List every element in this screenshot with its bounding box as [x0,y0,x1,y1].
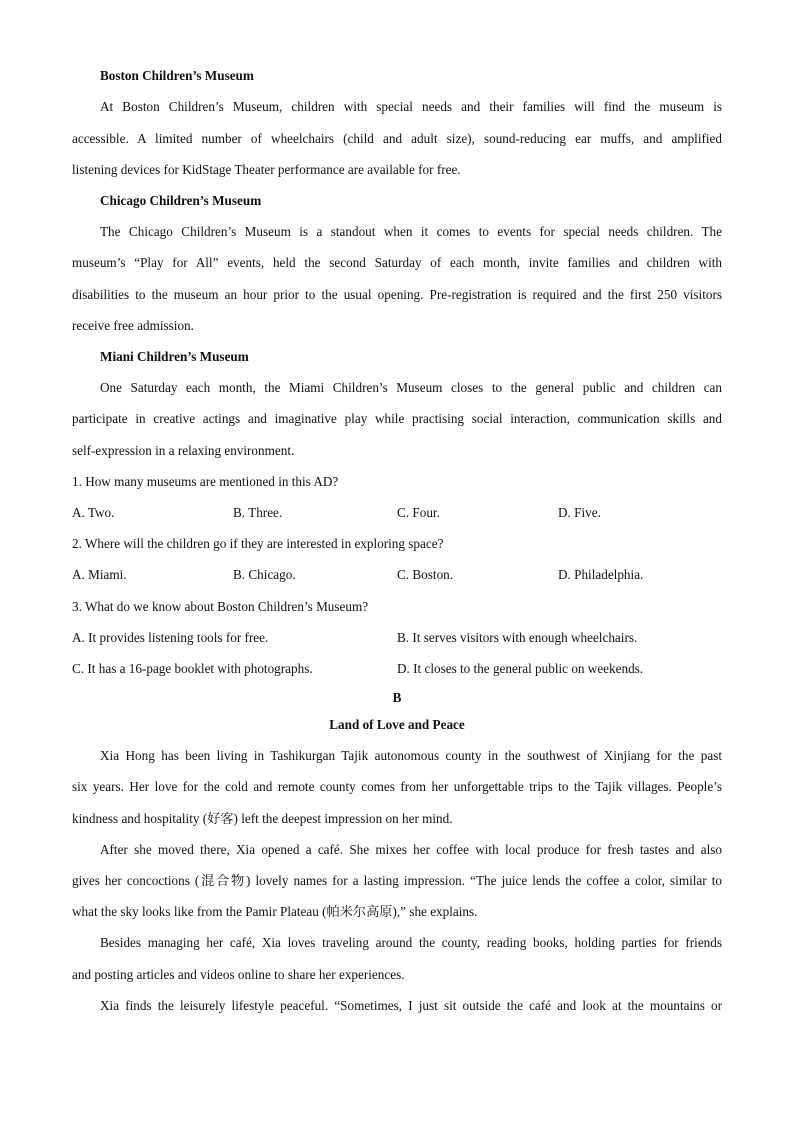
paragraph-line: what the sky looks like from the Pamir Plateau (帕米尔高原),” she explains. [72,904,478,919]
answer-option: A. Two. [72,505,115,520]
answer-option: A. It provides listening tools for free. [72,630,269,645]
answer-option: C. Four. [397,505,440,520]
paragraph-line: Xia Hong has been living in Tashikurgan Tajik autonomous county in the southwest of Xinjiang for the past [100,748,722,763]
paragraph-line: museum’s “Play for All” events, held the second Saturday of each month, invite families and children with [72,255,722,270]
paragraph-line: After she moved there, Xia opened a café. She mixes her coffee with local produce for fresh tastes and also [100,842,722,857]
paragraph-line: self-expression in a relaxing environment. [72,443,295,458]
answer-option: B. Three. [233,505,283,520]
answer-option: D. Five. [558,505,601,520]
answer-option: B. Chicago. [233,567,296,582]
paragraph-line: accessible. A limited number of wheelchairs (child and adult size), sound-reducing ear muffs, and amplified [72,131,722,146]
paragraph-line: Xia finds the leisurely lifestyle peaceful. “Sometimes, I just sit outside the café and look at the mountains or [100,998,722,1013]
museum-heading-boston: Boston Children’s Museum [100,68,254,83]
paragraph-line: At Boston Children’s Museum, children with special needs and their families will find the museum is [100,99,722,114]
answer-option: A. Miami. [72,567,127,582]
answer-option: C. Boston. [397,567,454,582]
paragraph-line: receive free admission. [72,318,194,333]
museum-heading-chicago: Chicago Children’s Museum [100,193,262,208]
question-stem: 2. Where will the children go if they are interested in exploring space? [72,536,444,551]
answer-option: D. It closes to the general public on weekends. [397,661,644,676]
paragraph-line: The Chicago Children’s Museum is a standout when it comes to events for special needs children. The [100,224,722,239]
museum-heading-miami: Miani Children’s Museum [100,349,249,364]
question-stem: 3. What do we know about Boston Children’s Museum? [72,599,369,614]
paragraph-line: gives her concoctions (混合物) lovely names for a lasting impression. “The juice lends the coffee a color, similar to [72,873,722,888]
paragraph-line: One Saturday each month, the Miami Children’s Museum closes to the general public and children can [100,380,722,395]
paragraph-line: Besides managing her café, Xia loves traveling around the county, reading books, holding parties for friends [100,935,722,950]
paragraph-line: kindness and hospitality (好客) left the deepest impression on her mind. [72,811,453,826]
paragraph-line: six years. Her love for the cold and remote county comes from her unforgettable trips to the Tajik villages. People’s [72,779,722,794]
paragraph-line: and posting articles and videos online to share her experiences. [72,967,405,982]
answer-option: C. It has a 16-page booklet with photographs. [72,661,313,676]
paragraph-line: disabilities to the museum an hour prior to the usual opening. Pre-registration is required and the first 250 visitors [72,287,722,302]
paragraph-line: listening devices for KidStage Theater performance are available for free. [72,162,461,177]
answer-option: B. It serves visitors with enough wheelchairs. [397,630,638,645]
passage-title: Land of Love and Peace [329,717,465,732]
answer-option: D. Philadelphia. [558,567,644,582]
section-letter: B [392,690,402,705]
question-stem: 1. How many museums are mentioned in this AD? [72,474,339,489]
paragraph-line: participate in creative actings and imaginative play while practising social interaction, communication skills and [72,411,722,426]
